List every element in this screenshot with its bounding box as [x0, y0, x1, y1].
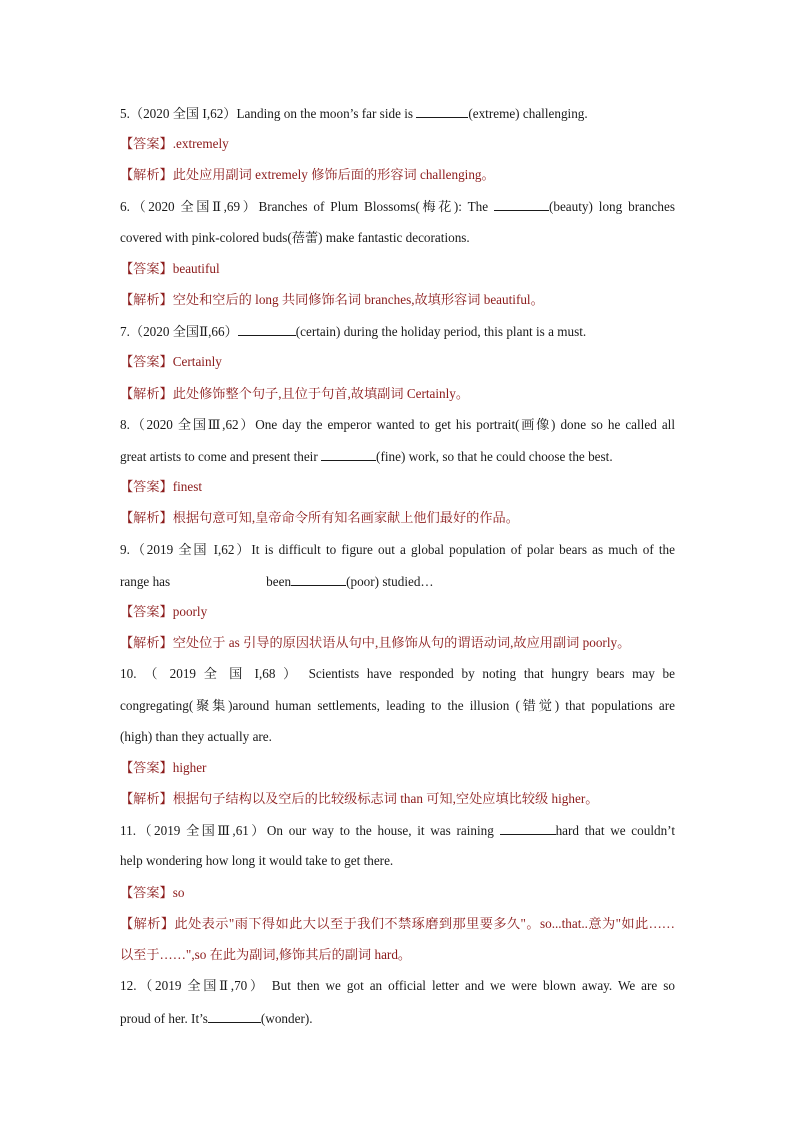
question-7-text: 7.（2020 全国Ⅱ,66）	[120, 324, 238, 339]
answer-value: finest	[172, 479, 203, 494]
answer-tag: 【答案】	[120, 885, 173, 900]
answer-value: so	[172, 885, 185, 900]
analysis-tag: 【解析】	[120, 916, 175, 931]
question-11-text-end: hard that we couldn’t	[555, 823, 675, 838]
analysis-6	[120, 292, 675, 308]
analysis-9	[120, 635, 675, 651]
analysis-tag: 【解析】	[120, 510, 173, 525]
analysis-text: 根据句意可知,皇帝命令所有知名画家献上他们最好的作品。	[172, 510, 519, 525]
question-9-line-2	[120, 573, 675, 590]
question-6-line-2: covered with pink-colored buds(蓓蕾) make fantastic decorations.	[120, 230, 470, 245]
question-7-text-end: (certain) during the holiday period, this plant is a must.	[295, 324, 587, 339]
answer-tag: 【答案】	[120, 604, 173, 619]
answer-tag: 【答案】	[120, 136, 173, 151]
answer-blank	[238, 323, 296, 336]
analysis-text: 空处和空后的 long 共同修饰名词 branches,故填形容词 beautiful。	[172, 292, 544, 307]
question-5-text: 5.（2020 全国 I,62）Landing on the moon’s far side is	[120, 106, 417, 121]
question-8-line-1: 8.（2020 全国Ⅲ,62）One day the emperor wanted to get his portrait(画像) done so he called all	[120, 417, 675, 432]
question-9-text-end: (poor) studied…	[346, 574, 434, 589]
question-6-text: 6.（2020 全国Ⅱ,69）Branches of Plum Blossoms(梅花): The	[120, 199, 494, 214]
question-8-line-2	[120, 448, 675, 465]
question-11-line-1	[120, 822, 675, 839]
answer-blank	[416, 105, 468, 118]
question-9-line-1: 9.（2019 全国 I,62）It is difficult to figure out a global population of polar bears as much of the	[120, 542, 675, 557]
answer-value: higher	[172, 760, 207, 775]
analysis-tag: 【解析】	[120, 292, 173, 307]
analysis-tag: 【解析】	[120, 791, 173, 806]
answer-tag: 【答案】	[120, 354, 173, 369]
answer-value: .extremely	[172, 136, 229, 151]
answer-7	[120, 354, 675, 370]
analysis-tag: 【解析】	[120, 167, 173, 182]
answer-tag: 【答案】	[120, 261, 173, 276]
answer-blank	[208, 1010, 261, 1023]
analysis-7	[120, 386, 675, 402]
analysis-11-line-1	[120, 916, 675, 932]
answer-tag: 【答案】	[120, 479, 173, 494]
answer-11	[120, 885, 675, 901]
answer-value: poorly	[172, 604, 208, 619]
question-10-line-2: congregating(聚集)around human settlements, leading to the illusion (错觉) that populations are	[120, 698, 675, 713]
analysis-text: 此处应用副词 extremely 修饰后面的形容词 challenging。	[172, 167, 495, 182]
question-12-text-end: (wonder).	[260, 1011, 313, 1026]
analysis-11-line-2: 以至于……",so 在此为副词,修饰其后的副词 hard。	[120, 947, 412, 962]
question-12-line-2	[120, 1010, 675, 1027]
question-9-text-mid: been	[266, 574, 292, 589]
analysis-tag: 【解析】	[120, 635, 173, 650]
question-6-line-1	[120, 198, 675, 215]
question-6-text-end: (beauty) long branches	[548, 199, 675, 214]
question-10-line-1: 10. （ 2019 全 国 I,68 ） Scientists have responded by noting that hungry bears may be	[120, 666, 675, 681]
question-5-text-end: (extreme) challenging.	[468, 106, 588, 121]
answer-value: beautiful	[172, 261, 220, 276]
analysis-tag: 【解析】	[120, 386, 173, 401]
question-11-line-2: help wondering how long it would take to get there.	[120, 853, 394, 868]
analysis-text: 空处位于 as 引导的原因状语从句中,且修饰从句的谓语动词,故应用副词 poorly。	[172, 635, 631, 650]
analysis-text: 此处修饰整个句子,且位于句首,故填副词 Certainly。	[172, 386, 470, 401]
question-5	[120, 105, 675, 122]
answer-tag: 【答案】	[120, 760, 173, 775]
answer-blank	[291, 573, 346, 586]
question-7	[120, 323, 675, 340]
question-12-text: proud of her. It’s	[120, 1011, 208, 1026]
question-12-line-1: 12.（2019 全国Ⅱ,70） But then we got an official letter and we were blown away. We are so	[120, 978, 675, 993]
analysis-5	[120, 167, 675, 183]
answer-6	[120, 261, 675, 277]
question-8-text-end: (fine) work, so that he could choose the best.	[376, 449, 613, 464]
analysis-8	[120, 510, 675, 526]
question-9-text: range has	[120, 574, 171, 589]
answer-blank	[500, 822, 556, 835]
analysis-text: 此处表示"雨下得如此大以至于我们不禁琢磨到那里要多久"。so...that..意为"如此……	[174, 916, 675, 931]
answer-8	[120, 479, 675, 495]
answer-blank	[494, 198, 549, 211]
question-10-line-3: (high) than they actually are.	[120, 729, 272, 744]
analysis-10	[120, 791, 675, 807]
answer-10	[120, 760, 675, 776]
answer-blank	[321, 448, 376, 461]
question-8-text: great artists to come and present their	[120, 449, 322, 464]
answer-9	[120, 604, 675, 620]
question-11-text: 11.（2019 全国Ⅲ,61）On our way to the house, it was raining	[120, 823, 500, 838]
answer-5	[120, 136, 675, 152]
answer-value: Certainly	[172, 354, 222, 369]
analysis-text: 根据句子结构以及空后的比较级标志词 than 可知,空处应填比较级 higher。	[172, 791, 599, 806]
